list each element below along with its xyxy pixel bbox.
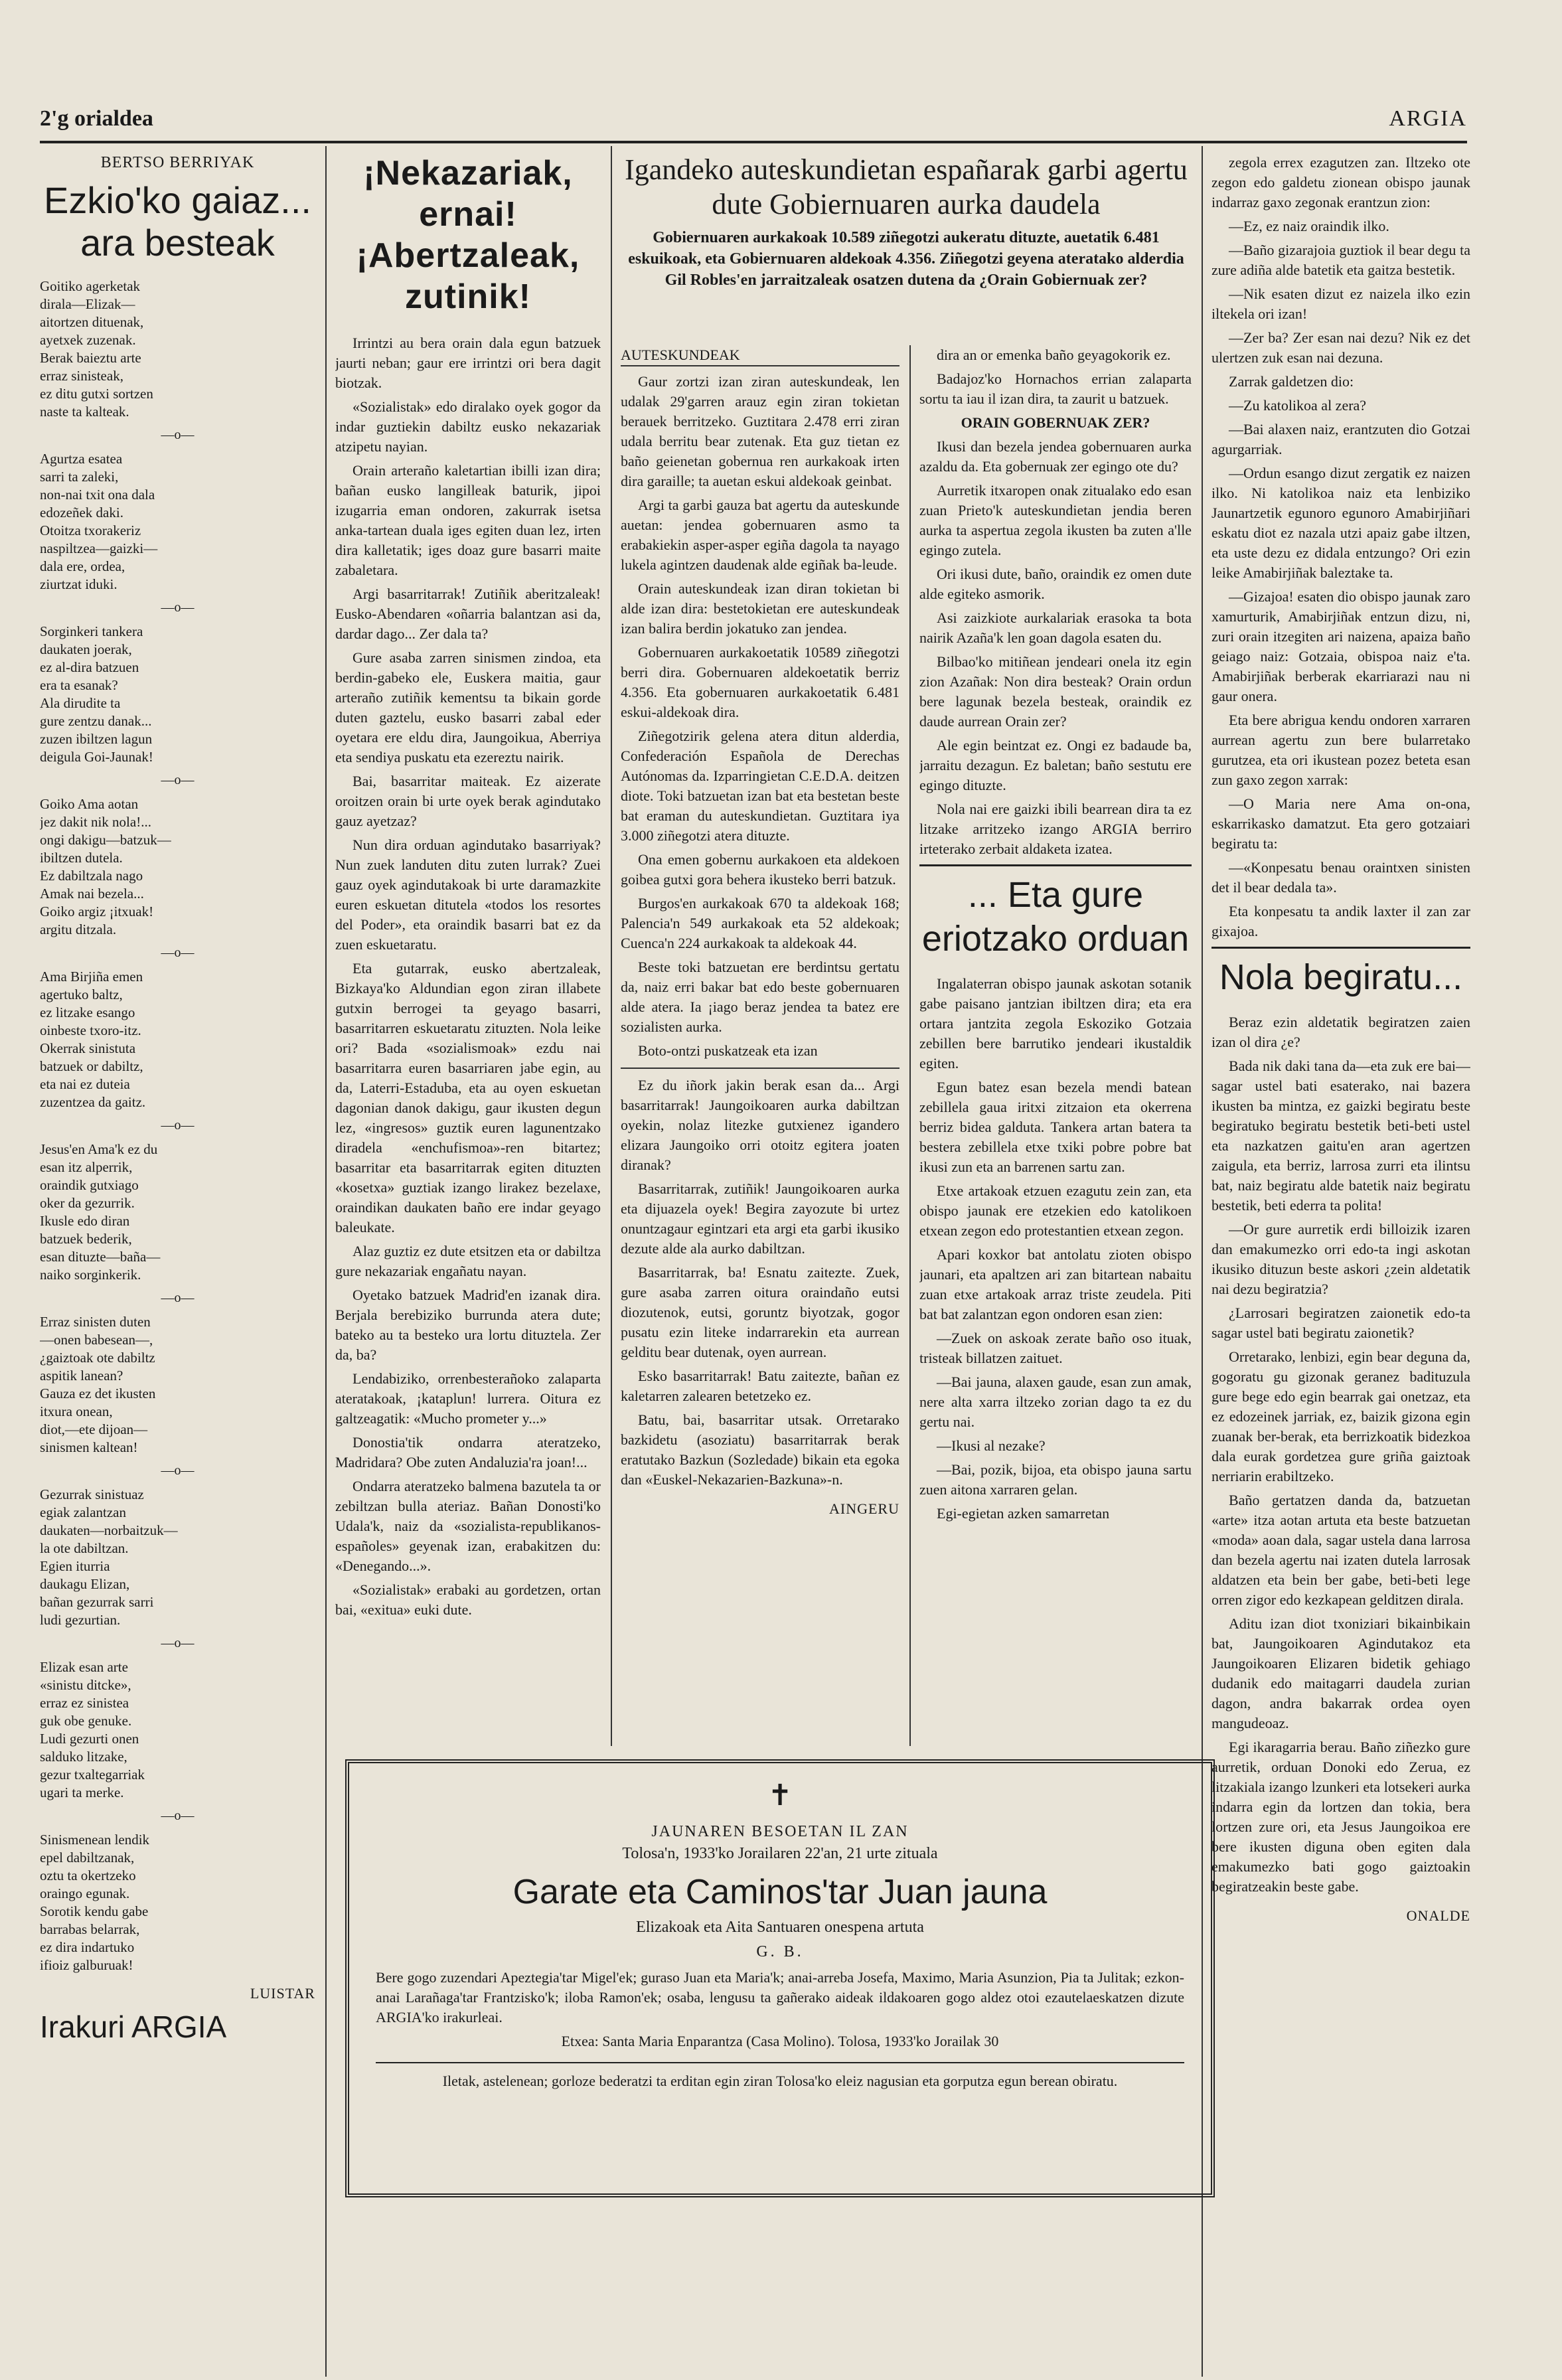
separator: —o— <box>161 945 195 960</box>
paragraph: Irrintzi au bera orain dala egun batzuek jaurti neban; gaur ere irrintzi ori bera dagit biotzak. <box>335 335 601 391</box>
paragraph: zegola errex ezagutzen zan. Iltzeko ote zegon edo galdetu zionean obispo jaunak indarraz gaxo zegonak erantzun zion: <box>1211 154 1470 210</box>
paragraph: —«Konpesatu benau oraintxen sinisten det il bear dedala ta». <box>1211 859 1470 896</box>
paragraph: «Sozialistak» edo diralako oyek gogor da indar guztiekin dabiltz eusko nekazariak atzipetu nayian. <box>335 398 601 455</box>
separator: —o— <box>161 1636 195 1650</box>
section-label: AUTESKUNDEAK <box>621 345 899 366</box>
paragraph: Aditu izan diot txoniziari bikainbikain bat, Jaungoikoaren Agindutakoz eta Jaungoikoaren Elizaren bidetik gehiago dudanik edo maitagarri daudela zurian dagon, andra bakarrak ordea oyen mangudeoaz. <box>1211 1615 1470 1731</box>
paragraph: —Zuek on askoak zerate baño oso ituak, tristeak billatzen zaituet. <box>919 1330 1192 1366</box>
paragraph: —Or gure aurretik erdi billoizik izaren dan emakumezko orri edo-ta ingi askotan ikusiko dituzun beste askori ¿zein aldetatik nai dezu begiratzia? <box>1211 1221 1470 1297</box>
column-divider <box>325 146 327 2377</box>
paragraph: Beraz ezin aldetatik begiratzen zaien izan ol dira ¿e? <box>1211 1014 1470 1050</box>
farmers-article <box>335 153 601 1733</box>
elections-headline: Igandeko auteskundietan españarak garbi agertu dute Gobiernuaren aurka daudela <box>625 153 1188 220</box>
elections-article <box>621 345 899 1733</box>
article-signature: ONALDE <box>1406 1907 1470 1924</box>
paragraph: Eta bere abrigua kendu ondoren xarraren aurrean agertu zun bere bularretako gurutzea, eta ori ikustean pozez beteta esan zun gaxo zegon xarrak: <box>1211 712 1470 788</box>
divider <box>621 1068 899 1069</box>
paragraph: —Baño gizarajoia guztiok il bear degu ta zure adiña alde batetik eta gaitza bestetik. <box>1211 242 1470 278</box>
paragraph: Egi-egietan azken samarretan <box>937 1505 1110 1522</box>
separator: —o— <box>161 600 195 615</box>
paragraph: Gure asaba zarren sinismen zindoa, eta berdin-gabeko ele, Euskera maitia, gaur arteraño zutiñik kementsu ta bikain gorde duten gaztelu, eusko basarri zabal eder oyetara ere eldu dira, Jaungoikua, Aberriya eta sendiya puskatu eta ezereztu nairik. <box>335 649 601 765</box>
article-signature: AINGERU <box>829 1500 899 1517</box>
stanza: Erraz sinisten duten —onen babesean—, ¿gaiztoak ote dabiltz aspitik lanean? Gauza ez det ikusten itxura onean, diot,—ete dijoan— sinismen kaltean! <box>40 1314 156 1455</box>
obituary-heading: JAUNAREN BESOETAN IL ZAN <box>651 1823 909 1840</box>
stanza: Agurtza esatea sarri ta zaleki, non-nai txit ona dala edozeñek daki. Otoitza txorakeriz naspiltzea—gaizki— dala ere, ordea, ziurtzat iduki. <box>40 451 158 592</box>
paragraph: Ez du iñork jakin berak esan da... Argi basarritarrak! Jaungoikoaren aurka dabiltzan oyekin, nolaz litezke gutxienez igandero elizara Jaungoiko orri otoitz egitera joaten diranak? <box>621 1077 899 1173</box>
stanza: Sinismenean lendik epel dabiltzanak, oztu ta okertzeko oraingo egunak. Sorotik kendu gabe barrabas belarrak, ez dira indartuko ifioiz galburuak! <box>40 1832 150 1973</box>
article-headline: ¡Nekazariak, ernai! ¡Abertzaleak, zutinik! <box>356 154 580 316</box>
paragraph: Donostia'tik ondarra ateratzeko, Madridara? Obe zuten Andaluzia'ra joan!... <box>335 1434 601 1470</box>
paragraph: —Zer ba? Zer esan nai dezu? Nik ez det ulertzen zuk esan nai dezuna. <box>1211 329 1470 366</box>
section-label: ORAIN GOBERNUAK ZER? <box>961 414 1150 431</box>
stanza: Sorginkeri tankera daukaten joerak, ez al-dira batzuen era ta esanak? Ala dirudite ta gure zentzu danak... zuzen ibiltzen lagun deigula Goi-Jaunak! <box>40 623 153 765</box>
separator: —o— <box>161 773 195 787</box>
paragraph: Badajoz'ko Hornachos errian zalaparta sortu ta iau il izan dira, ta zaurit u batzuek. <box>919 370 1192 407</box>
stanza: Goiko Ama aotan jez dakit nik nola!... ongi dakigu—batzuk— ibiltzen dutela. Ez dabiltzala nago Amak nai bezela... Goiko argiz ¡itxuak! argitu ditzala. <box>40 796 171 937</box>
paragraph: —Bai alaxen naiz, erantzuten dio Gotzai agurgarriak. <box>1211 421 1470 457</box>
paragraph: Zarrak galdetzen dio: <box>1229 373 1354 390</box>
paragraph: Boto-ontzi puskatzeak eta izan <box>638 1042 818 1059</box>
paragraph: Gobernuaren aurkakoetatik 10589 ziñegotzi berri dira. Gobernuaren aldekoetatik berriz 4.356. Eta gobernuaren aurkakoetatik 6.481 eskui-aldekoak dira. <box>621 644 899 720</box>
stanza: Ama Birjiña emen agertuko baltz, ez litzake esango oinbeste txoro-itz. Okerrak sinistuta batzuek or dabiltz, eta nai ez duteia zuzentzea da gaitz. <box>40 969 146 1110</box>
stanza: Jesus'en Ama'k ez du esan itz alperrik, oraindik gutxiago oker da gezurrik. Ikusle edo diran batzuek bederik, esan dituzte—baña— naiko sorginkerik. <box>40 1141 161 1283</box>
paragraph: Eta konpesatu ta andik laxter il zan zar gixajoa. <box>1211 903 1470 939</box>
paragraph: Ori ikusi dute, baño, oraindik ez omen dute alde egiteko asmorik. <box>919 566 1192 602</box>
paragraph: Orretarako, lenbizi, egin bear deguna da, gogoratu gu gizonak geranez badituzula gure bege edo egin bearrak gai onetzaz, eta ez edozeinek jarriak, ez, baizik gizona egin zuanak ber-berak, eta berrizkoatik bidezkoa dala eurak gordetzea gure griña gaiztoak nerriarin erabiltzeko. <box>1211 1348 1470 1484</box>
paragraph: Burgos'en aurkakoak 670 ta aldekoak 168; Palencia'n 549 aurkakoak eta 52 aldekoak; Cuenca'n 224 aurkakoak ta aldekoak 44. <box>621 895 899 951</box>
elections-headline-block <box>621 153 1192 339</box>
separator: —o— <box>161 1291 195 1305</box>
paragraph: —Ordun esango dizut zergatik ez naizen ilko. Ni katolikoa naiz eta lenbiziko Jaunartzetik egunoro egunoro Amabirjiñari eskatu diot ez nazala utzi apaiz gabe iltzen, eta uste dezu ez didala entzungo? Ori ezin leike Amabirjiñak baleztake ta. <box>1211 465 1470 581</box>
paragraph: —Ez, ez naiz oraindik ilko. <box>1229 218 1389 234</box>
obituary-notice <box>345 1759 1215 2197</box>
paragraph: Basarritarrak, ba! Esnatu zaitezte. Zuek, gure asaba zarren oitura oraindaño eutsi diozutenok, eutsi, goruntz biyotzak, gogor pusatu ezin liteke indarrarekin eta aurrean gelditu bear dutenak, oyen aurrean. <box>621 1264 899 1360</box>
paragraph: Oyetako batzuek Madrid'en izanak dira. Berjala berebiziko burrunda atera dute; bateko au ta besteko ura lortu dituztela. Zer da, ba? <box>335 1287 601 1363</box>
paragraph: «Sozialistak» erabaki au gordetzen, ortan bai, «exitua» euki dute. <box>335 1581 601 1618</box>
paragraph: Eta gutarrak, eusko abertzaleak, Bizkaya'ko Aldundian egon ziran illabete gutxin berrogei ta geyago basarri, basarritarren eskuetaratu zituzten. Nola leike ori? Bada «sozialismoak» ezdu nai basarritarra euren basarriaren jabe egin, au da, Laterri-Estaduba, eta au oyen eskuetan dagonian danok dakigu, gaur ikusten degun lez, «ingresos» guztik euren lagunentzako diradela «enchufismoa»-ren bitartez; basarritar eta basarritarrak egiten dituzten «kosetxa» guztiak izango lirakez bezelaxe, oraindikan daukaten baño ere indar geyago baleukate. <box>335 960 601 1235</box>
paragraph: Ale egin beintzat ez. Ongi ez badaude ba, jarraitu dezagun. Ez baletan; baño sestutu ere egingo dituzte. <box>919 737 1192 793</box>
masthead: ARGIA <box>1389 106 1467 131</box>
page-header <box>40 100 1467 139</box>
paragraph: —Ikusi al nezake? <box>937 1437 1046 1454</box>
paragraph: Apari koxkor bat antolatu zioten obispo jaunari, eta apaltzen ari zan bitartean nabaitu zuan etxe artakoak arraz triste zeudela. Piti bat bat zalantzan egon ondoren esan zien: <box>919 1246 1192 1322</box>
header-rule <box>40 141 1467 143</box>
stanza: Gezurrak sinistuaz egiak zalantzan daukaten—norbaitzuk— la ote dabiltzan. Egien iturria daukagu Elizan, bañan gezurrak sarri ludi gezurtian. <box>40 1486 178 1628</box>
paragraph: Ziñegotzirik gelena atera ditun alderdia, Confederación Española de Derechas Autónomas da. Izparringietan C.E.D.A. deitzen diote. Toki batzuetan izan bat eta bestetan beste bat eraman du auteskundietan. Guztitara iya 3.000 ziñegotzi atera dituzte. <box>621 728 899 844</box>
paragraph: Orain arteraño kaletartian ibilli izan dira; bañan eusko langilleak baturik, jipoi izugarria eman ondoren, zakurrak isetsa anka-tartean duala iges egiten duan lez, irten dira kalletatik; iges doaz gure basarri maite zabaletara. <box>335 462 601 578</box>
separator: —o— <box>161 1463 195 1478</box>
column-four <box>919 345 1192 1733</box>
stanza: Goitiko agerketak dirala—Elizak— aitortzen dituenak, ayetxek zuzenak. Berak baieztu arte erraz sinisteak, ez ditu gutxi sortzen naste ta kalteak. <box>40 278 153 420</box>
paragraph: Argi ta garbi gauza bat agertu da auteskunde auetan: jendea gobernuaren asmo ta erabakiekin asper-asper egiña dagola ta nayago lukela agintzen daudenak alde egiñak ba-leude. <box>621 497 899 573</box>
paragraph: Nun dira orduan agindutako basarriyak? Nun zuek landuten ditu zuten lurrak? Zuei gauz oyek agindutakoak bi urte daramazkite euren eskuetan ditutela «todos los resortes del Poder», eta oraindik basarri bat ez da zuen eskuetaratu. <box>335 836 601 953</box>
paragraph: Egun batez esan bezela mendi batean zebillela gaua iritxi zitzaion eta okerrena berriz bidea galduta. Tankera artan batera ta bestera zebillela etxe txiki pobre pobre bat ikusi zun eta an barrenen sartu zan. <box>919 1079 1192 1175</box>
paragraph: Orain auteskundeak izan diran tokietan bi alde izan dira: bestetokietan ere auteskundeak izan balira berdin jokatuko zan jendea. <box>621 580 899 637</box>
paragraph: Ikusi dan bezela jendea gobernuaren aurka azaldu da. Eta gobernuak zer egingo ote du? <box>919 438 1192 475</box>
poem-column <box>40 153 315 2370</box>
obituary-gb: G. B. <box>756 1943 804 1960</box>
obituary-date: Tolosa'n, 1933'ko Jorailaren 22'an, 21 urte zituala <box>622 1845 938 1862</box>
article-headline: Nola begiratu... <box>1219 957 1463 997</box>
separator: —o— <box>161 1118 195 1133</box>
paragraph: Esko basarritarrak! Batu zaitezte, bañan ez kaletarren zalearen betetzeko ez. <box>621 1368 899 1404</box>
separator: —o— <box>161 428 195 442</box>
paragraph: Beste toki batzuetan ere berdintsu gertatu da, naiz erri bakar bat edo beste gobernuaren alde atera. Ia ¡iago beraz jendea ta batez ere sozialisten aurka. <box>621 959 899 1035</box>
paragraph: Egi ikaragarria berau. Baño ziñezko gure aurretik, orduan Donoki edo Zerua, ez litzakiala izango lzunkeri eta lotsekeri aurka indarra egin da lortzen dan tokia, bera lortzen zure ori, eta Jesus Jaungoikoa ere bere ikusten diguna oben egiten dala emakumezko bati gogo gaiztoakin begiratzeakin beste gabe. <box>1211 1739 1470 1895</box>
paragraph: dira an or emenka baño geyagokorik ez. <box>937 347 1171 363</box>
paragraph: Bilbao'ko mitiñean jendeari onela itz egin zion Azañak: Non dira besteak? Orain ordun bere lagunak bezela besteak, oraindik ez daude aurrean Orain zer? <box>919 653 1192 730</box>
footer-slogan: Irakuri ARGIA <box>40 2010 227 2044</box>
paragraph: —Gizajoa! esaten dio obispo jaunak zaro xamurturik, Amabirjiñak entzun dizu, ni, zuri orain itzegiten ari naizena, apaiza baño geiago naiz: Gotzaia, obispoa naiz e'ta. Amabirjiñak berberak ekarriarazi nau ni gaur onera. <box>1211 588 1470 704</box>
paragraph: Ondarra ateratzeko balmena bazutela ta or zebiltzan bulla ateriaz. Bañan Donosti'ko Udala'k, naiz da «sozialista-republikanos-españoles» geyenak izan, erabakitzen du: «Denegando...». <box>335 1478 601 1574</box>
divider <box>1211 947 1470 949</box>
paragraph: Baño gertatzen danda da, batzuetan «arte» itza aotan artuta eta beste batzuetan «moda» aoan dala, sagar ustela dana larrosa dan bezela agertu nai izaten dutela larrosak aldatzen eta bein ber gabe, beti-beti lege orren zigor edo kezkapean gelditzen dirala. <box>1211 1492 1470 1608</box>
paragraph: Aurretik itxaropen onak zitualako edo esan zuan Prieto'k auteskundietan jendia beren aurka ta aspertua zegola ikusten ba zuten a'lle egingo zutela. <box>919 482 1192 558</box>
paragraph: Lendabiziko, orrenbesterañoko zalaparta ateratakoak, ¡kataplun! lurrera. Oitura ez galtzeagatik: «Mucho prometer y...» <box>335 1370 601 1427</box>
obituary-sacraments: Elizakoak eta Aita Santuaren onespena artuta <box>636 1919 924 1936</box>
article-headline: ... Eta gure eriotzako orduan <box>921 875 1190 959</box>
separator: —o— <box>161 1808 195 1823</box>
paragraph: —Zu katolikoa al zera? <box>1229 397 1367 414</box>
paragraph: Ingalaterran obispo jaunak askotan sotanik gabe paisano jantzian ibiltzen dira; eta era ortara jantzita zegola Eskoziko Gotzaia zebillen bere barrutiko jendeari ikustaldik egiten. <box>919 975 1192 1071</box>
column-five <box>1211 153 1470 2370</box>
column-divider <box>611 146 612 1746</box>
paragraph: Nola nai ere gaizki ibili bearrean dira ta ez litzake arritzeko izango ARGIA berriro irteterako zerbait aldaketa izatea. <box>919 801 1192 857</box>
paragraph: —Nik esaten dizut ez naizela ilko ezin iltekela ori izan! <box>1211 285 1470 322</box>
poem-signature: LUISTAR <box>250 1985 315 2002</box>
page-number: 2'g orialdea <box>40 106 153 131</box>
paragraph: Alaz guztiz ez dute etsitzen eta or dabiltza gure nekazariak engañatu nayan. <box>335 1243 601 1279</box>
stanza: Elizak esan arte «sinistu ditcke», erraz ez sinistea guk obe genuke. Ludi gezurti onen salduko litzake, gezur txaltegarriak ugari ta merke. <box>40 1659 145 1800</box>
column-divider <box>909 345 911 1746</box>
paragraph: Basarritarrak, zutiñik! Jaungoikoaren aurka eta dijuazela oyek! Begira zayozute bi urtez onuntzagaur egintzari eta argi eta garbi ikusiko dezute alde ala aurko dabiltzan. <box>621 1180 899 1257</box>
paragraph: ¿Larrosari begiratzen zaionetik edo-ta sagar ustel bati begiratu zaionetik? <box>1211 1305 1470 1341</box>
cross-icon: ✝ <box>767 1779 793 1812</box>
divider <box>919 864 1192 866</box>
elections-lead: Gobiernuaren aurkakoak 10.589 ziñegotzi aukeratu dituzte, auetatik 6.481 eskuikoak, eta Gobiernuaren aldekoak 4.356. Ziñegotzi geyena ateratako alderdia Gil Robles'en jarraitzaleak osatzen dutena da ¿Orain Gobiernuak zer? <box>628 229 1184 289</box>
paragraph: Etxe artakoak etzuen ezagutu zein zan, eta obispo jaunak ere etzekien edo katolikoen etxean zegon edo protestantien etxean zegon. <box>919 1182 1192 1239</box>
paragraph: —Bai, pozik, bijoa, eta obispo jauna sartu zuen aitona xarraren gelan. <box>919 1461 1192 1498</box>
paragraph: Bada nik daki tana da—eta zuk ere bai—sagar ustel bati esaterako, nai bazera ikusten ba mintza, ez gaizki begiratu beste begiratuko begiratu bestetik beti-beti ustel eta nazkatzen gaitu'en aran agertzen zaigula, eta berriz, larrosa zurri eta ilintsu bat, naiz begiratu alde batetik naiz begiratu bestetik, beti ederra ta polita! <box>1211 1058 1470 1214</box>
obituary-address: Etxea: Santa Maria Enparantza (Casa Molino). Tolosa, 1933'ko Jorailak 30 <box>561 2033 999 2049</box>
paragraph: Asi zaizkiote aurkalariak erasoka ta bota nairik Azaña'k len goan dagola esaten du. <box>919 609 1192 646</box>
obituary-text: Bere gogo zuzendari Apeztegia'tar Migel'ek; guraso Juan eta Maria'k; anai-arreba Josefa, Maximo, Maria Asunzion, Pia ta Julitak; ezkon-anai Larañaga'tar Frantzisko'k; iloba Ramon'ek; osaba, lengusu ta gañerako aideak ildakoaren gogo aldez otoi ezautelaeskatzen dizute ARGIA'ko irakurleai. <box>376 1969 1184 2025</box>
paragraph: —O Maria nere Ama on-ona, eskarrikasko damatzut. Eta gero gotzaiari begiratu ta: <box>1211 795 1470 852</box>
poem-title: Ezkio'ko gaiaz... ara besteak <box>44 179 311 264</box>
paragraph: Bai, basarritar maiteak. Ez aizerate oroitzen orain bi urte oyek berak agindutako gauz ayetzaz? <box>335 773 601 829</box>
obituary-name: Garate eta Caminos'tar Juan jauna <box>512 1873 1048 1911</box>
poem-kicker: BERTSO BERRIYAK <box>100 154 255 171</box>
paragraph: Batu, bai, basarritar utsak. Orretarako bazkidetu (asoziatu) basarritarrak berak eratutako Bazkun (Sozledade) bikain eta egoka dan «Euskel-Nekazarien-Bazkuna»-n. <box>621 1411 899 1488</box>
paragraph: Argi basarritarrak! Zutiñik aberitzaleak! Eusko-Abendaren «oñarria balantzan asi da, dardar dago... Zer dala ta? <box>335 586 601 642</box>
paragraph: —Bai jauna, alaxen gaude, esan zun amak, nere alta xarra iltzeko zorian dago ta ez du gertu nai. <box>919 1374 1192 1430</box>
paragraph: Gaur zortzi izan ziran auteskundeak, len udalak 29'garren arauz egin ziran tokietan berauek berritzeko. Guztitara 2.478 erri ziran udala berritu bear zutenak. Eta guz tietan ez baño geienetan gobernua ren aurkakoak irten dira garaille; ta auetan eskui aldekoak geinbat. <box>621 373 899 489</box>
obituary-funeral-note: Iletak, astelenean; gorloze bederatzi ta erditan egin ziran Tolosa'ko eleiz nagusian eta gorputza egun berean obiratu. <box>376 2062 1184 2091</box>
paragraph: Ona emen gobernu aurkakoen eta aldekoen goibea gutxi gora behera ikusteko berri batzuk. <box>621 851 899 888</box>
